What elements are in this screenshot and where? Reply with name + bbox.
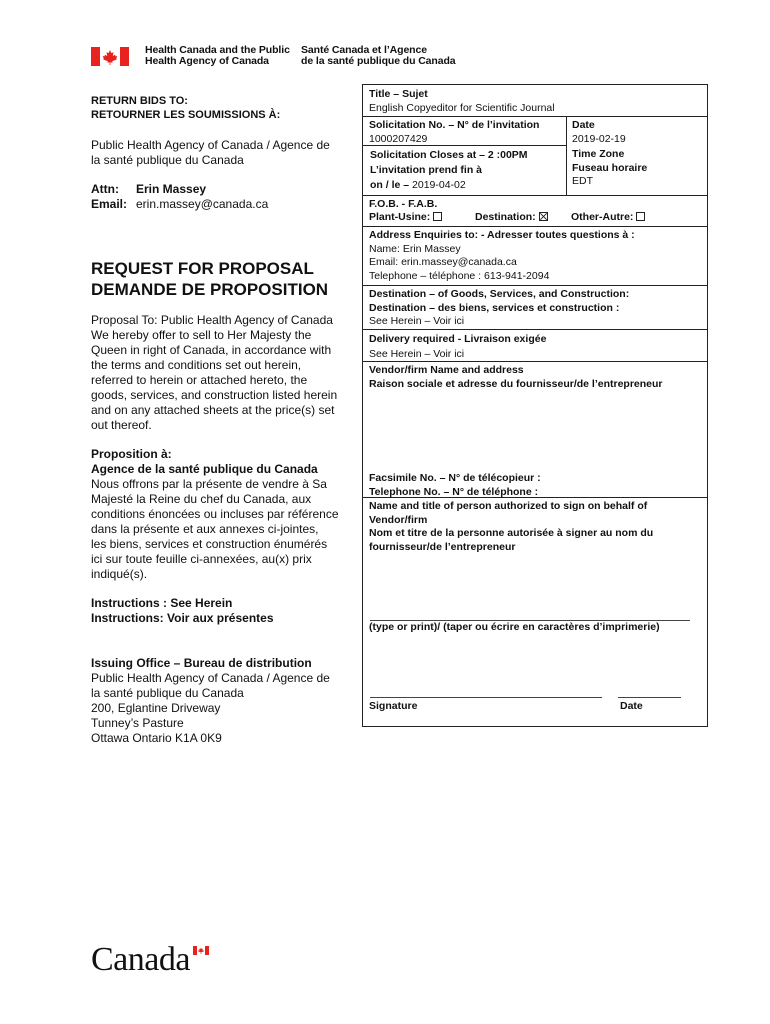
attn-value: Erin Massey	[136, 182, 207, 196]
closing-section: Solicitation Closes at – 2 :00PM L’invitation prend fin à on / le – 2019-04-02	[370, 149, 528, 191]
instructions: Instructions : See Herein Instructions: Voir aux présentes	[91, 596, 274, 625]
destination-goods-section: Destination – of Goods, Services, and Construction: Destination – des biens, services et construction : See Herein – Voir ici	[369, 288, 630, 327]
destination-option[interactable]: Destination:	[475, 211, 548, 225]
page-title: REQUEST FOR PROPOSAL DEMANDE DE PROPOSITION	[91, 259, 329, 299]
return-bids-heading: RETURN BIDS TO: RETOURNER LES SOUMISSIONS À:	[91, 95, 281, 121]
date-value: 2019-02-19	[572, 132, 626, 145]
fax-tel-section[interactable]: Facsimile No. – N° de télécopieur : Telephone No. – N° de téléphone :	[369, 472, 541, 498]
enquiries-email: Email: erin.massey@canada.ca	[369, 256, 517, 268]
divider	[362, 145, 566, 146]
enquiries-section: Address Enquiries to: - Adresser toutes questions à : Name: Erin Massey Email: erin.massey@canada.ca Telephone – téléphone : 613-941-2094	[369, 229, 635, 282]
divider	[362, 116, 708, 117]
other-option[interactable]: Other-Autre:	[571, 211, 645, 225]
dept-name-en: Health Canada and the Public Health Agency of Canada	[145, 44, 290, 67]
delivery-section: Delivery required - Livraison exigée See Herein – Voir ici	[369, 333, 547, 360]
canada-wordmark: Canada	[91, 940, 221, 980]
closing-date: 2019-04-02	[412, 179, 466, 191]
attn-block	[91, 182, 268, 212]
title-section: Title – Sujet English Copyeditor for Scientific Journal	[369, 88, 555, 114]
divider	[362, 195, 708, 196]
divider	[362, 226, 708, 227]
divider	[362, 329, 708, 330]
date-signature-label: Date	[620, 700, 643, 712]
fob-options	[369, 211, 704, 225]
divider	[362, 285, 708, 286]
vendor-section[interactable]: Vendor/firm Name and address Raison sociale et adresse du fournisseur/de l’entrepreneur	[369, 364, 663, 390]
wordmark-flag-icon	[193, 942, 209, 960]
email-value: erin.massey@canada.ca	[136, 197, 269, 211]
date-section: Date 2019-02-19	[572, 119, 626, 145]
return-agency: Public Health Agency of Canada / Agence de la santé publique du Canada	[91, 138, 330, 167]
proposition-text: Proposition à: Agence de la santé publique du Canada Nous offrons par la présente de vendre à Sa Majesté la Reine du chef du Canada, aux conditions énoncées ou incluses par référence dans la présente et aux annexes ci-jointes, les biens, services et construction énumérés ici sur toute feuille ci-annexées, au(x) prix indiqué(s).	[91, 447, 339, 581]
signature-line[interactable]	[370, 697, 602, 698]
solicitation-section: Solicitation No. – N° de l’invitation 1000207429	[369, 119, 540, 145]
fob-section: F.O.B. - F.A.B.	[369, 198, 438, 210]
destination-checkbox-checked[interactable]	[539, 212, 548, 221]
issuing-office: Issuing Office – Bureau de distribution Public Health Agency of Canada / Agence de la santé publique du Canada 200, Eglantine Driveway Tunney’s Pasture Ottawa Ontario K1A 0K9	[91, 656, 330, 745]
plant-checkbox[interactable]	[433, 212, 442, 221]
dept-name-fr: Santé Canada et l’Agence de la santé publique du Canada	[301, 44, 456, 67]
signature-label: Signature	[369, 700, 418, 712]
timezone-section: Time Zone Fuseau horaire EDT	[572, 148, 648, 187]
plant-option[interactable]: Plant-Usine:	[369, 211, 442, 223]
enquiries-phone: Telephone – téléphone : 613-941-2094	[369, 269, 550, 282]
proposal-text: Proposal To: Public Health Agency of Canada We hereby offer to sell to Her Majesty the Queen in right of Canada, in accordance with the terms and conditions set out herein, referred to herein or attached hereto, the goods, services, and construction listed herein and on any attached sheets at the price(s) set out thereof.	[91, 313, 338, 432]
other-checkbox[interactable]	[636, 212, 645, 221]
authorized-person-section[interactable]: Name and title of person authorized to sign on behalf of Vendor/firm Nom et titre de la personne autorisée à signer au nom du fournisseur/de l’entrepreneur	[369, 500, 654, 553]
email-label: Email:	[91, 197, 128, 211]
date-line[interactable]	[618, 697, 681, 698]
enquiries-name: Name: Erin Massey	[369, 242, 461, 255]
type-print-label: (type or print)/ (taper ou écrire en caractères d’imprimerie)	[369, 621, 660, 633]
solicitation-number: 1000207429	[369, 132, 428, 145]
divider	[566, 116, 567, 195]
timezone-value: EDT	[572, 175, 593, 187]
canada-flag-icon	[91, 47, 129, 66]
title-value: English Copyeditor for Scientific Journal	[369, 101, 555, 114]
attn-label: Attn:	[91, 182, 119, 196]
